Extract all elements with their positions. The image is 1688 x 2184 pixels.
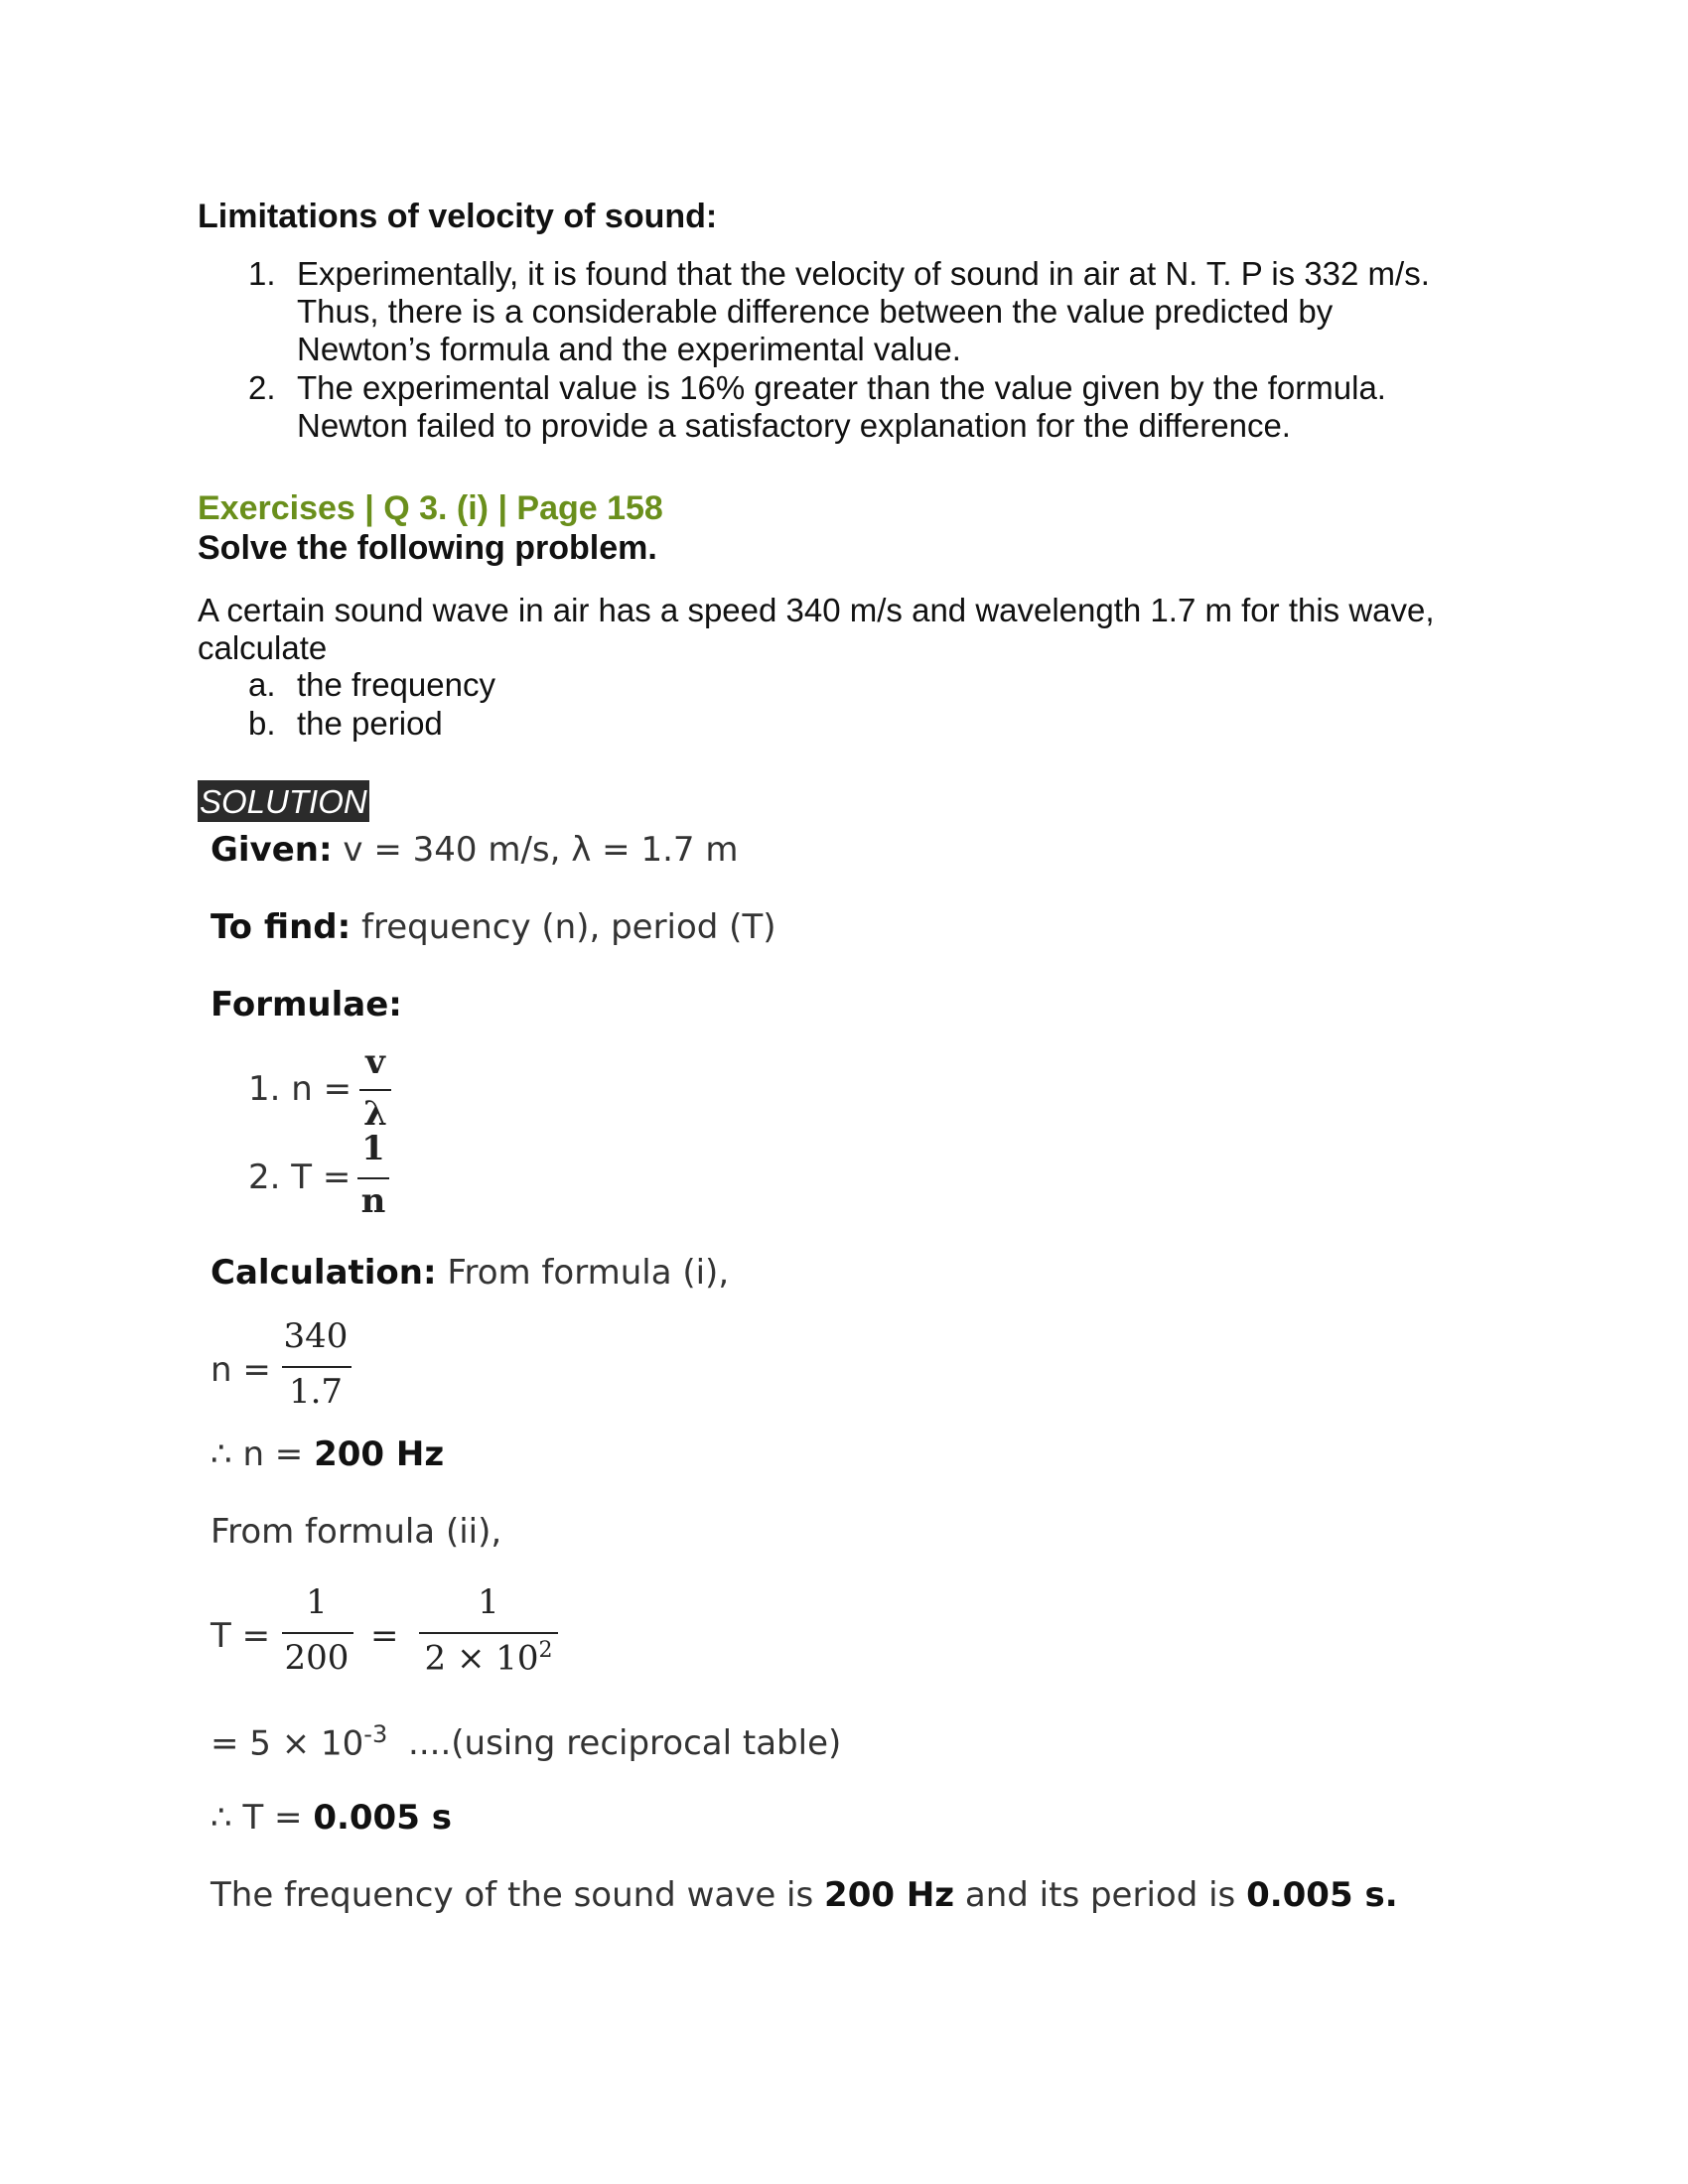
fraction-bar xyxy=(359,1089,391,1091)
step-2-denominator-2 xyxy=(417,1638,560,1678)
tofind-value: frequency (n), period (T) xyxy=(361,907,776,947)
step-1-numerator: 340 xyxy=(283,1316,349,1356)
step-2-numerator-2: 1 xyxy=(478,1582,499,1622)
conclusion-line xyxy=(211,1875,1398,1915)
formula-2-denominator: n xyxy=(360,1181,386,1221)
given-value: v = 340 m/s, λ = 1.7 m xyxy=(343,830,739,870)
formula-1-denominator: λ xyxy=(363,1094,387,1134)
fraction-bar xyxy=(282,1632,353,1634)
step-2-prefix: T = xyxy=(211,1616,271,1656)
conclusion-bold-1: 200 Hz xyxy=(824,1875,955,1915)
problem-line: A certain sound wave in air has a speed 340 m/s and wavelength 1.7 m for this wave, xyxy=(198,592,1435,628)
list-item-line: The experimental value is 16% greater than the value given by the formula. xyxy=(297,369,1386,406)
fraction-bar xyxy=(419,1632,558,1634)
exercise-link[interactable]: Exercises | Q 3. (i) | Page 158 xyxy=(198,489,663,527)
given-label: Given: xyxy=(211,830,333,870)
step-2-denominator-2-base: 2 × 10 xyxy=(424,1638,539,1679)
list-item-line: Newton’s formula and the experimental value. xyxy=(297,331,961,367)
step-2-equals: = xyxy=(370,1616,399,1656)
calculation-line xyxy=(211,1253,729,1293)
limitations-heading: Limitations of velocity of sound: xyxy=(198,198,718,235)
conclusion-part-2: and its period is xyxy=(964,1875,1236,1915)
list-item xyxy=(248,369,1489,449)
result-2-line xyxy=(211,1798,452,1838)
list-item-line: Experimentally, it is found that the velocity of sound in air at N. T. P is 332 m/s. xyxy=(297,255,1430,292)
from-formula-2: From formula (ii), xyxy=(211,1512,502,1552)
list-item-line: Thus, there is a considerable difference between the value predicted by xyxy=(297,293,1334,330)
step-3-prefix: = 5 × 10 xyxy=(211,1723,364,1764)
formula-1-prefix: 1. n = xyxy=(248,1069,352,1109)
tofind-line xyxy=(211,907,775,947)
step-2-denominator-1: 200 xyxy=(284,1638,350,1678)
list-item-letter: b. xyxy=(248,705,276,742)
conclusion-bold-2: 0.005 s. xyxy=(1246,1875,1398,1915)
result-1-prefix: ∴ n = xyxy=(211,1434,304,1474)
list-item-text: the frequency xyxy=(297,666,495,703)
list-item xyxy=(248,255,1489,367)
formulae-label: Formulae: xyxy=(211,985,402,1024)
fraction-bar xyxy=(357,1177,389,1179)
step-3-note: ....(using reciprocal table) xyxy=(408,1723,842,1764)
problem-statement xyxy=(198,592,1488,667)
result-1-value: 200 Hz xyxy=(314,1434,445,1474)
step-1-denominator: 1.7 xyxy=(288,1372,344,1412)
formula-2-numerator: 1 xyxy=(361,1129,385,1168)
result-2-prefix: ∴ T = xyxy=(211,1798,303,1838)
solution-badge: SOLUTION xyxy=(198,780,369,822)
list-item-letter: a. xyxy=(248,666,276,703)
list-item-number: 1. xyxy=(248,255,276,292)
step-2-denominator-2-exponent: 2 xyxy=(538,1638,553,1663)
list-item-line: Newton failed to provide a satisfactory explanation for the difference. xyxy=(297,407,1291,444)
list-item-number: 2. xyxy=(248,369,276,406)
list-item-text: the period xyxy=(297,705,443,742)
calculation-value: From formula (i), xyxy=(447,1253,730,1293)
result-1-line xyxy=(211,1434,444,1474)
calculation-label: Calculation: xyxy=(211,1253,437,1293)
step-3-line xyxy=(211,1720,841,1763)
tofind-label: To find: xyxy=(211,907,352,947)
formula-2-prefix: 2. T = xyxy=(248,1158,352,1197)
instruction-heading: Solve the following problem. xyxy=(198,529,657,567)
fraction-bar xyxy=(282,1366,352,1368)
step-3-exponent: -3 xyxy=(363,1720,388,1748)
result-2-value: 0.005 s xyxy=(313,1798,452,1838)
step-1-prefix: n = xyxy=(211,1350,271,1390)
problem-line: calculate xyxy=(198,629,328,666)
given-line xyxy=(211,830,738,870)
formulae-heading xyxy=(211,985,402,1024)
conclusion-part-1: The frequency of the sound wave is xyxy=(211,1875,814,1915)
step-2-numerator-1: 1 xyxy=(306,1582,328,1622)
formula-1-numerator: v xyxy=(365,1042,385,1082)
